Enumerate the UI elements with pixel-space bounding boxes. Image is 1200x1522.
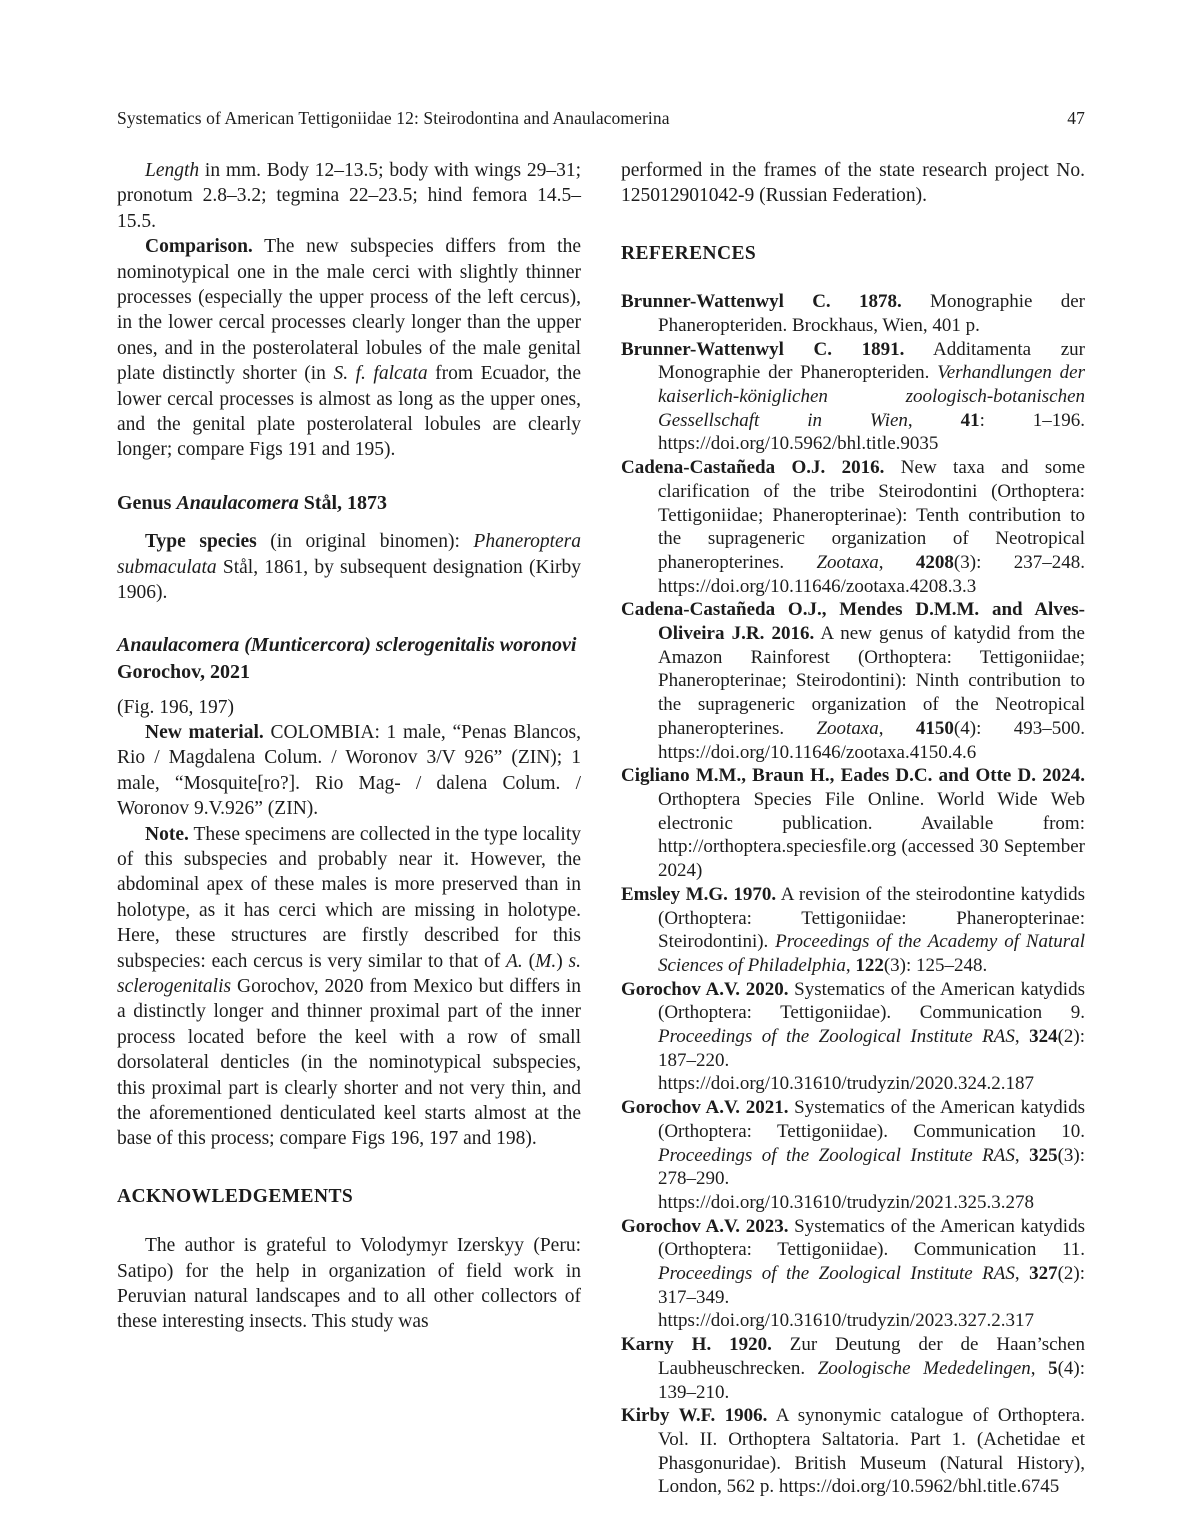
text-run: A revision of the steirodontine katydids (Orthoptera: Tettigoniidae: Phaneropterinae: Steirodontini). xyxy=(658,883,1085,953)
text-run: , xyxy=(878,717,916,739)
text-run: A. xyxy=(506,950,523,972)
type-species-paragraph xyxy=(117,529,581,605)
note-paragraph xyxy=(117,822,581,1152)
text-run: A synonymic catalogue of Orthoptera. Vol. II. Orthoptera Saltatoria. Part 1. (Achetidae et Phasgonuridae). British Museum (Natural History), London, 562 p. https://doi.org/10.5962/bhl.title.6745 xyxy=(658,1405,1085,1498)
text-run: (4): 493–500. https://doi.org/10.11646/zootaxa.4150.4.6 xyxy=(658,717,1086,763)
text-run: Anaulacomera (Munticercora) sclerogenitalis woronovi xyxy=(117,633,577,656)
reference-entry xyxy=(621,338,1085,457)
text-run: Type species xyxy=(145,531,257,553)
text-run: The author is grateful to Volodymyr Izerskyy (Peru: Satipo) for the help in organization of field work in Peruvian natural landscapes and to all other collectors of these interesting insects. This study was xyxy=(117,1235,581,1333)
text-run: S. f. falcata xyxy=(333,363,428,385)
text-run: (3): 237–248. https://doi.org/10.11646/zootaxa.4208.3.3 xyxy=(658,551,1086,597)
text-run: These specimens are collected in the type locality of this subspecies and probably near it. However, the abdominal apex of these males is more preserved than in holotype, as it has cerci which are missing in holotype. Here, these structures are firstly described for this subspecies: each cercus is very similar to that of xyxy=(117,823,581,972)
acknowledgements-heading xyxy=(117,1184,581,1209)
text-run: ) xyxy=(556,950,569,972)
text-run: (2): 317–349. https://doi.org/10.31610/trudyzin/2023.327.2.317 xyxy=(658,1263,1086,1332)
text-run: Genus xyxy=(117,491,177,514)
text-run: Zoologische Mededelingen xyxy=(817,1357,1031,1379)
text-run: Proceedings of the Zoological Institute RAS xyxy=(658,1263,1015,1285)
text-run: Gorochov A.V. 2020. xyxy=(621,978,789,1000)
text-run: REFERENCES xyxy=(621,242,757,264)
right-column xyxy=(621,158,1085,1499)
text-run: Kirby W.F. 1906. xyxy=(621,1405,768,1427)
text-run: Additamenta zur Monographie der Phaneropteriden. xyxy=(658,338,1085,384)
text-run: (2): 187–220. https://doi.org/10.31610/trudyzin/2020.324.2.187 xyxy=(658,1026,1086,1095)
text-run: Stål, 1861, by subsequent designation (Kirby 1906). xyxy=(117,556,581,604)
figure-reference xyxy=(117,695,581,720)
length-paragraph xyxy=(117,158,581,234)
reference-entry xyxy=(621,1404,1085,1499)
text-run: Gorochov A.V. 2021. xyxy=(621,1097,789,1119)
page-number: 47 xyxy=(1067,108,1085,128)
text-run: Gorochov, 2020 from Mexico but differs in a distinctly longer and thinner proximal part of the inner process located before the keel with a row of small dorsolateral denticles (in the nominotypical subspecies, this proximal part is clearly shorter and not very thin, and the aforementioned denticulated keel starts almost at the base of this process; compare Figs 196, 197 and 198). xyxy=(117,975,581,1150)
text-run: ( xyxy=(522,950,536,972)
text-run: Cadena-Castañeda O.J. 2016. xyxy=(621,457,885,479)
text-run: New taxa and some clarification of the tribe Steirodontini (Orthoptera: Tettigoniidae; Phaneropterinae): Tenth contribution to the suprageneric organization of Neotropical phaneropterines. xyxy=(658,457,1086,573)
reference-entry xyxy=(621,456,1085,598)
reference-entry xyxy=(621,883,1085,978)
text-run: 5 xyxy=(1048,1357,1058,1379)
text-run: 325 xyxy=(1029,1144,1058,1166)
text-run: 122 xyxy=(855,954,884,976)
text-run: Proceedings of the Zoological Institute RAS xyxy=(658,1144,1015,1166)
text-run: s. sclerogenitalis xyxy=(117,950,581,997)
text-run: Brunner-Wattenwyl C. 1891. xyxy=(621,338,905,360)
reference-entry xyxy=(621,978,1085,1097)
text-run: Proceedings of the Zoological Institute RAS xyxy=(658,1026,1015,1048)
reference-entry xyxy=(621,598,1085,764)
text-run: performed in the frames of the state research project No. 125012901042-9 (Russian Federation). xyxy=(621,160,1085,207)
new-material-paragraph xyxy=(117,720,581,822)
text-run: : 1–196. https://doi.org/10.5962/bhl.title.9035 xyxy=(658,409,1085,455)
text-run: Gorochov, 2021 xyxy=(117,660,250,683)
text-run: 4150 xyxy=(915,717,954,739)
comparison-paragraph xyxy=(117,234,581,463)
text-run: New material. xyxy=(145,721,264,743)
text-run: Cadena-Castañeda O.J., Mendes D.M.M. and Alves-Oliveira J.R. 2016. xyxy=(621,599,1085,645)
text-run: Zootaxa xyxy=(816,551,879,573)
text-run: from Ecuador, the lower cercal processes is almost as long as the upper ones, and the genital plate posterolateral lobules are clearly longer; compare Figs 191 and 195). xyxy=(117,363,581,461)
text-run: The new subspecies differs from the nominotypical one in the male cerci with slightly thinner processes (especially the upper process of the left cercus), in the lower cercal processes clearly longer than the upper ones, and in the posterolateral lobules of the male genital plate distinctly shorter (in xyxy=(117,236,581,385)
text-run: , xyxy=(1014,1144,1030,1166)
text-run: 4208 xyxy=(915,551,954,573)
text-run: Phaneroptera submaculata xyxy=(117,531,581,578)
text-run: (4): 139–210. xyxy=(658,1357,1085,1403)
references-heading xyxy=(621,241,1085,266)
running-header xyxy=(117,108,1085,129)
text-run: Zootaxa xyxy=(816,717,879,739)
text-run: (Fig. 196, 197) xyxy=(117,696,234,718)
text-run: Stål, 1873 xyxy=(298,491,388,514)
text-run: Zur Deutung der de Haan’schen Laubheuschrecken. xyxy=(658,1334,1085,1379)
text-run: 324 xyxy=(1029,1026,1058,1048)
text-run: Comparison. xyxy=(145,236,253,258)
text-run: A new genus of katydid from the Amazon Rainforest (Orthoptera: Tettigoniidae; Phaneropterinae; Steirodontini): Ninth contribution to the suprageneric organization of the Neotropical phaneropterines. xyxy=(658,623,1085,739)
text-run: , xyxy=(1030,1357,1049,1379)
text-run: Systematics of the American katydids (Orthoptera: Tettigoniidae). Communication 9. xyxy=(658,978,1085,1024)
text-run: Systematics of the American katydids (Orthoptera: Tettigoniidae). Communication 10. xyxy=(658,1097,1085,1142)
reference-entry xyxy=(621,764,1085,883)
text-run: Anaulacomera xyxy=(176,491,299,514)
genus-heading xyxy=(117,491,581,516)
text-run: in mm. Body 12–13.5; body with wings 29–31; pronotum 2.8–3.2; tegmina 22–23.5; hind femora 14.5–15.5. xyxy=(117,160,581,232)
text-run: (3): 125–248. xyxy=(883,954,988,976)
reference-entry xyxy=(621,1333,1085,1404)
acknowledgements-paragraph xyxy=(117,1233,581,1335)
text-run: , xyxy=(878,551,916,573)
text-run: ACKNOWLEDGEMENTS xyxy=(117,1185,354,1207)
text-run: Length xyxy=(145,160,200,181)
text-run: 41 xyxy=(960,409,980,431)
text-run: (in original binomen): xyxy=(256,531,474,553)
species-heading xyxy=(117,632,581,686)
text-run: Verhandlungen der kaiserlich-königlichen zoologisch-botanischen Gessellschaft in Wien xyxy=(658,362,1085,431)
text-run: 327 xyxy=(1029,1263,1058,1285)
text-run: Brunner-Wattenwyl C. 1878. xyxy=(621,291,902,313)
text-run: Orthoptera Species File Online. World Wide Web electronic publication. Available from: http://orthoptera.speciesfile.org (accessed 30 September 2024) xyxy=(658,788,1085,882)
two-column-body xyxy=(117,158,1085,1499)
text-run: Note. xyxy=(145,823,189,845)
reference-entry xyxy=(621,290,1085,337)
text-run: Emsley M.G. 1970. xyxy=(621,883,777,905)
text-run: , xyxy=(907,409,961,431)
text-run: Monographie der Phaneropteriden. Brockhaus, Wien, 401 p. xyxy=(658,291,1085,336)
text-run: , xyxy=(1014,1026,1030,1048)
reference-entry xyxy=(621,1215,1085,1334)
text-run: M. xyxy=(535,950,557,972)
text-run: , xyxy=(1014,1263,1030,1285)
reference-entry xyxy=(621,1096,1085,1215)
text-run: (3): 278–290. https://doi.org/10.31610/trudyzin/2021.325.3.278 xyxy=(658,1144,1086,1213)
text-run: Karny H. 1920. xyxy=(621,1334,772,1356)
continuation-paragraph xyxy=(621,158,1085,209)
left-column xyxy=(117,158,581,1499)
text-run: Proceedings of the Academy of Natural Sciences of Philadelphia xyxy=(658,931,1085,976)
text-run: Gorochov A.V. 2023. xyxy=(621,1215,789,1237)
text-run: , xyxy=(845,954,856,976)
text-run: Cigliano M.M., Braun H., Eades D.C. and Otte D. 2024. xyxy=(621,765,1085,787)
text-run: Systematics of the American katydids (Orthoptera: Tettigoniidae). Communication 11. xyxy=(658,1215,1085,1261)
text-run: COLOMBIA: 1 male, “Penas Blancos, Rio / Magdalena Colum. / Woronov 3/V 926” (ZIN); 1 male, “Mosquite[ro?]. Rio Mag- / dalena Colum. / Woronov 9.V.926” (ZIN). xyxy=(117,721,581,820)
running-head-title: Systematics of American Tettigoniidae 12: Steirodontina and Anaulacomerina xyxy=(117,108,670,128)
